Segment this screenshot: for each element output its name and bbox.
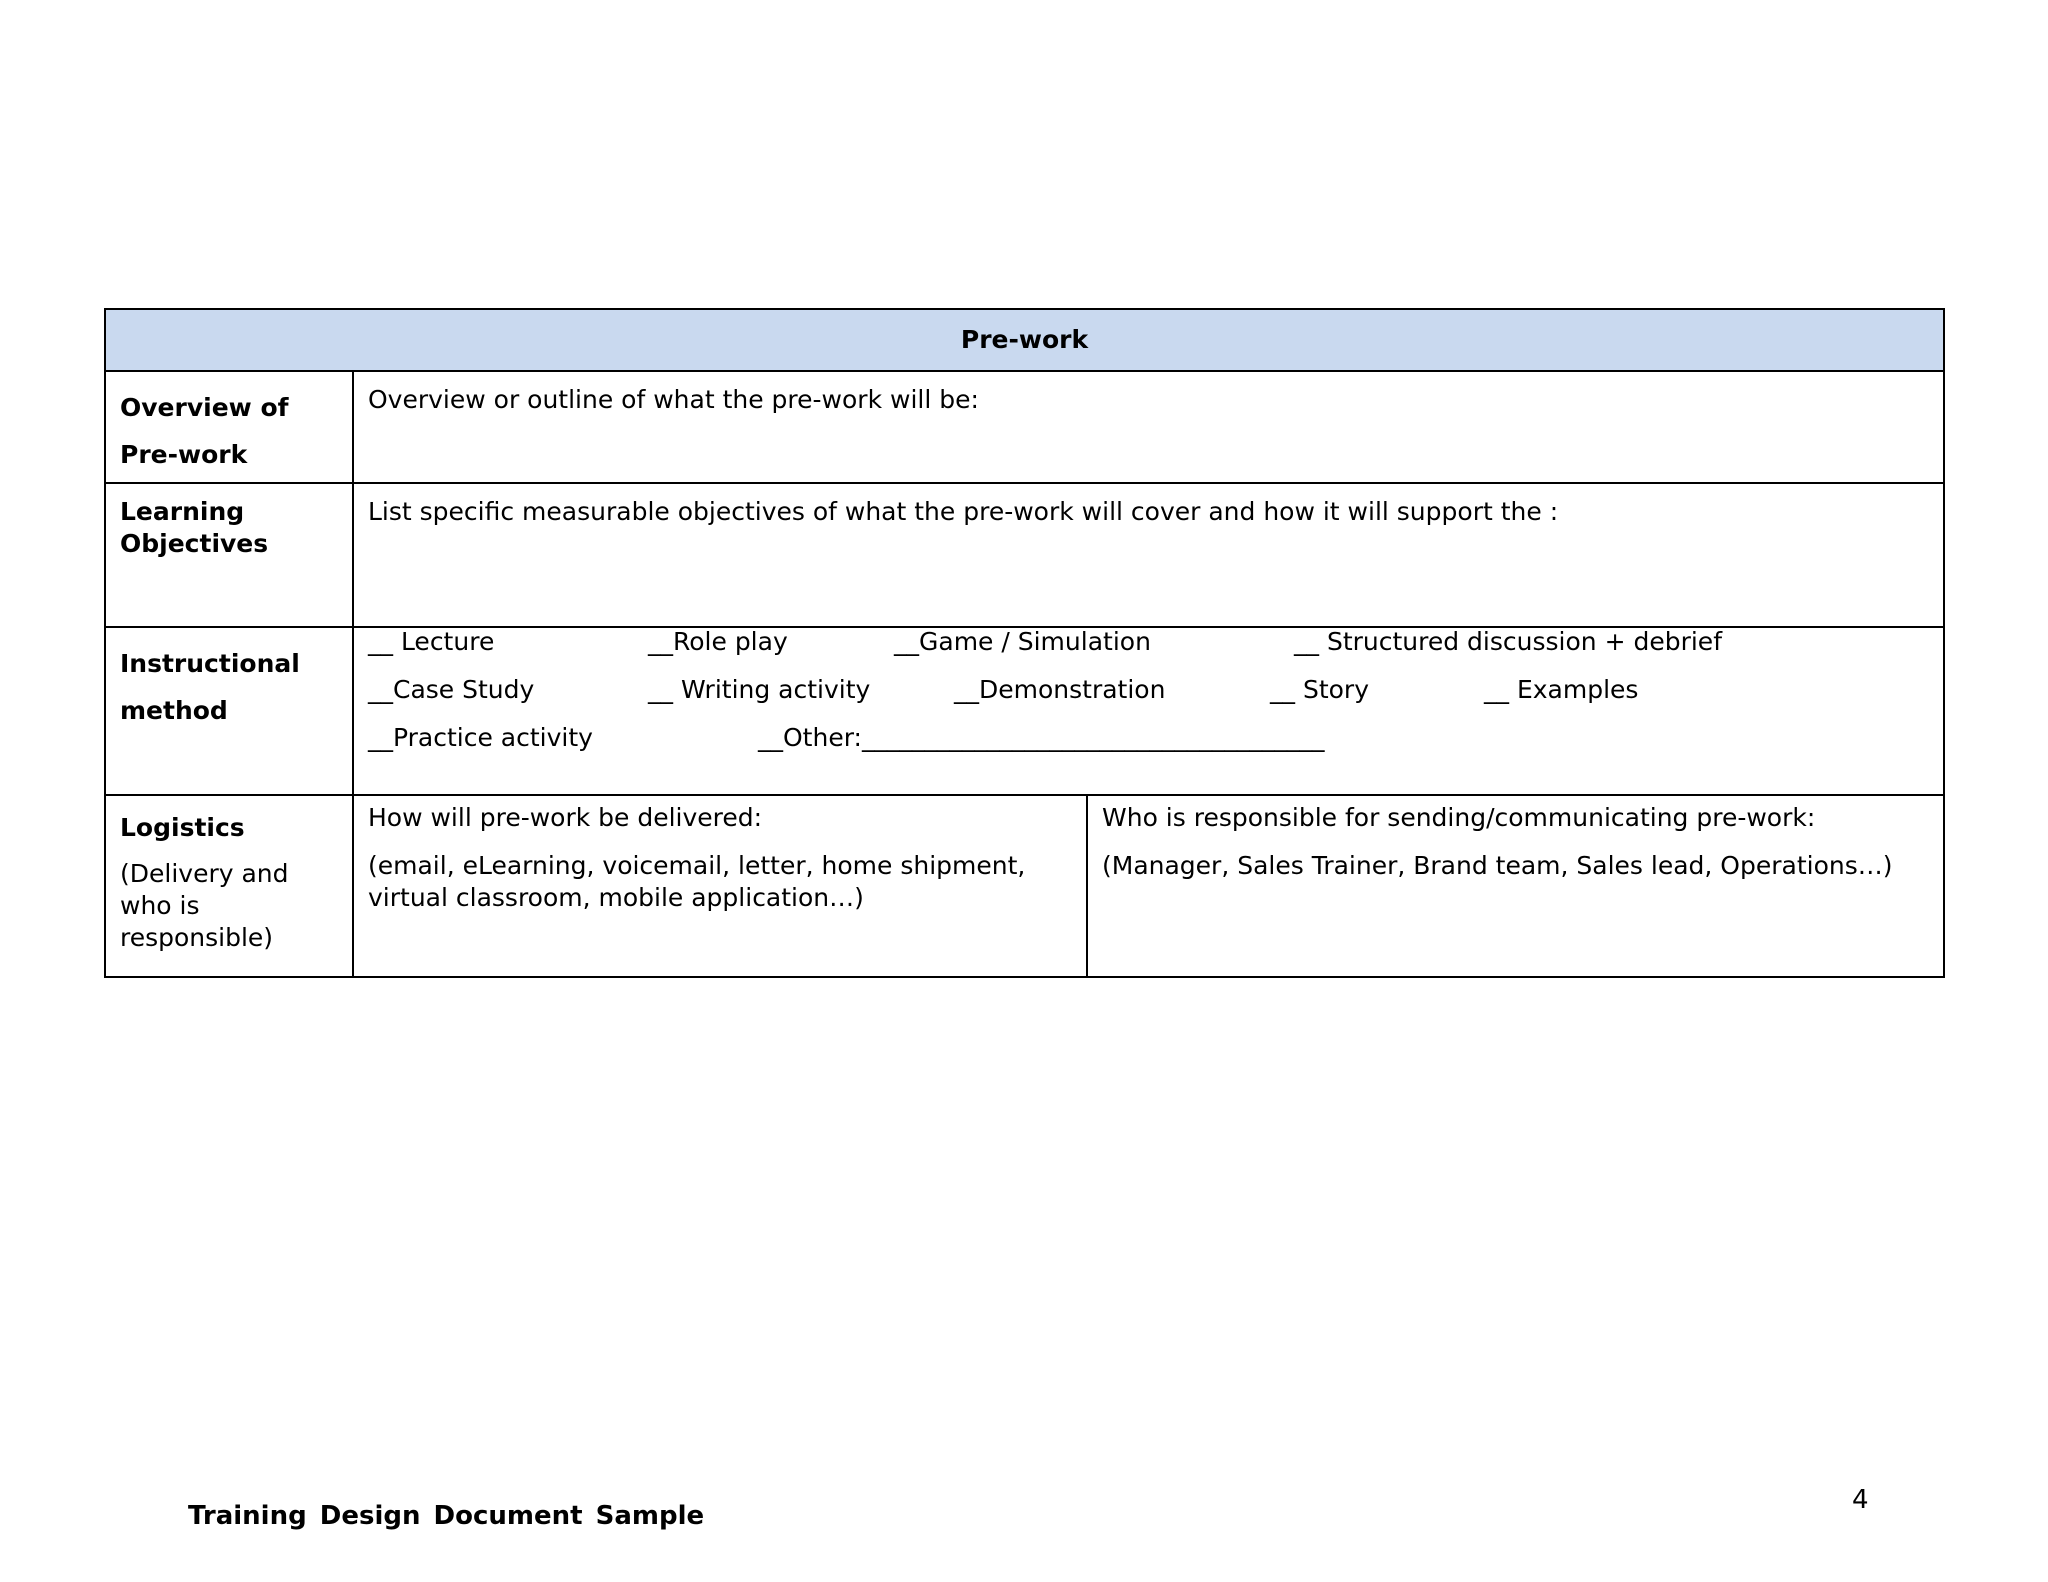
responsible-examples: (Manager, Sales Trainer, Brand team, Sales lead, Operations…) bbox=[1102, 851, 1893, 880]
logistics-row bbox=[105, 795, 1944, 977]
logistics-content bbox=[353, 795, 1944, 977]
pre-work-table bbox=[104, 308, 1945, 978]
delivery-cell bbox=[354, 796, 1088, 976]
method-option-examples: __ Examples bbox=[1484, 675, 1639, 704]
method-label bbox=[105, 627, 353, 795]
table-header: Pre-work bbox=[105, 309, 1944, 371]
logistics-label bbox=[105, 795, 353, 977]
overview-label bbox=[105, 371, 353, 483]
footer-title: Training Design Document Sample bbox=[188, 1501, 705, 1531]
method-option-lecture: __ Lecture bbox=[368, 627, 495, 656]
method-option-case-study: __Case Study bbox=[368, 675, 535, 704]
objectives-label bbox=[105, 483, 353, 627]
method-option-other: __Other:_____________________________________ bbox=[758, 723, 1325, 752]
method-label-line1: Instructional bbox=[120, 649, 300, 678]
method-option-role-play: __Role play bbox=[648, 627, 788, 656]
overview-label-line1: Overview of bbox=[120, 393, 289, 422]
method-row bbox=[105, 627, 1944, 795]
delivery-examples: (email, eLearning, voicemail, letter, home shipment, virtual classroom, mobile application…) bbox=[368, 851, 1026, 912]
overview-content: Overview or outline of what the pre-work will be: bbox=[353, 371, 1944, 483]
method-option-game-simulation: __Game / Simulation bbox=[894, 627, 1151, 656]
logistics-sub-label: (Delivery and who is responsible) bbox=[120, 859, 289, 952]
logistics-label-title: Logistics bbox=[120, 813, 245, 842]
objectives-label-line2: Objectives bbox=[120, 529, 269, 558]
table-header-row bbox=[105, 309, 1944, 371]
method-options bbox=[353, 627, 1944, 795]
objectives-label-line1: Learning bbox=[120, 497, 245, 526]
page-number: 4 bbox=[1852, 1485, 1869, 1515]
method-option-structured-discussion: __ Structured discussion + debrief bbox=[1294, 627, 1722, 656]
method-option-practice-activity: __Practice activity bbox=[368, 723, 593, 752]
overview-label-line2: Pre-work bbox=[120, 440, 248, 469]
overview-row bbox=[105, 371, 1944, 483]
method-option-writing-activity: __ Writing activity bbox=[648, 675, 871, 704]
objectives-content: List specific measurable objectives of what the pre-work will cover and how it will support the : bbox=[353, 483, 1944, 627]
responsible-question: Who is responsible for sending/communicating pre-work: bbox=[1102, 803, 1816, 832]
objectives-row bbox=[105, 483, 1944, 627]
method-option-demonstration: __Demonstration bbox=[954, 675, 1166, 704]
method-label-line2: method bbox=[120, 696, 228, 725]
responsible-cell bbox=[1088, 796, 1943, 976]
method-option-story: __ Story bbox=[1270, 675, 1369, 704]
logistics-split bbox=[354, 796, 1943, 976]
delivery-question: How will pre-work be delivered: bbox=[368, 803, 763, 832]
